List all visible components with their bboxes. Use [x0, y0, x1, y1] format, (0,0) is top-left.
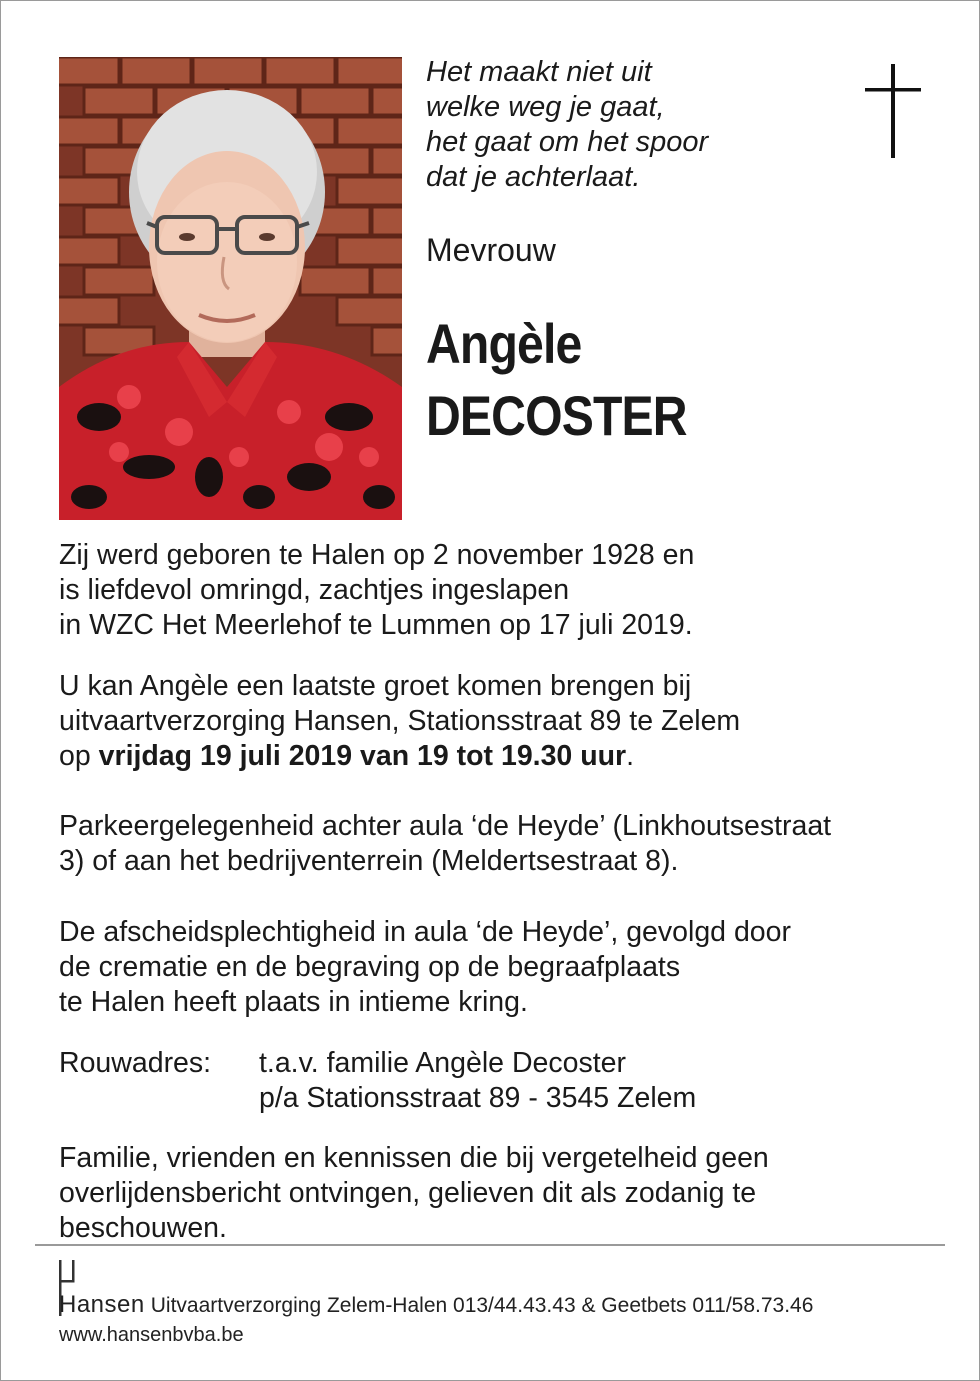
- paragraph-line: uitvaartverzorging Hansen, Stationsstraat 89 te Zelem: [59, 705, 741, 737]
- paragraph-line: 3) of aan het bedrijventerrein (Meldertsestraat 8).: [59, 845, 679, 877]
- rouwadres-label: Rouwadres:: [59, 1047, 212, 1079]
- poem-line: dat je achterlaat.: [426, 161, 641, 193]
- poem: [426, 55, 708, 195]
- honorific: Mevrouw: [426, 232, 556, 268]
- paragraph-line: U kan Angèle een laatste groet komen brengen bij: [59, 670, 692, 702]
- last-name: DECOSTER: [426, 384, 687, 447]
- visitation-paragraph: [59, 669, 740, 774]
- address-line: p/a Stationsstraat 89 - 3545 Zelem: [259, 1082, 697, 1114]
- ceremony-paragraph: [59, 915, 791, 1020]
- paragraph-line: overlijdensbericht ontvingen, gelieven dit als zodanig te: [59, 1177, 757, 1209]
- paragraph-line: De afscheidsplechtigheid in aula ‘de Heyde’, gevolgd door: [59, 916, 791, 948]
- paragraph-line: de crematie en de begraving op de begraafplaats: [59, 951, 681, 983]
- footer-website-link[interactable]: www.hansenbvba.be: [59, 1324, 244, 1346]
- visitation-datetime: vrijdag 19 juli 2019 van 19 tot 19.30 uur: [98, 740, 627, 772]
- paragraph-line: Parkeergelegenheid achter aula ‘de Heyde’ (Linkhoutsestraat: [59, 810, 832, 842]
- rouwadres-address: [259, 1046, 696, 1116]
- paragraph-line: te Halen heeft plaats in intieme kring.: [59, 986, 528, 1018]
- deceased-name: [426, 308, 687, 452]
- parking-paragraph: [59, 809, 831, 879]
- footer-divider: [35, 1244, 945, 1246]
- paragraph-line: [59, 739, 740, 774]
- birth-death-paragraph: [59, 538, 694, 643]
- first-name: Angèle: [426, 312, 582, 375]
- poem-line: het gaat om het spoor: [426, 126, 709, 158]
- poem-line: welke weg je gaat,: [426, 91, 665, 123]
- paragraph-line: beschouwen.: [59, 1212, 227, 1244]
- footer-text: Uitvaartverzorging Zelem-Halen 013/44.43.43 & Geetbets 011/58.73.46: [150, 1294, 814, 1317]
- footer-contact: [59, 1291, 813, 1320]
- visitation-prefix: op: [59, 740, 99, 772]
- paragraph-line: is liefdevol omringd, zachtjes ingeslapen: [59, 574, 570, 606]
- paragraph-line: Familie, vrienden en kennissen die bij vergetelheid geen: [59, 1142, 769, 1174]
- poem-line: Het maakt niet uit: [426, 56, 652, 88]
- cross-icon: [865, 64, 921, 158]
- footer-brand: Hansen: [59, 1291, 145, 1318]
- portrait-photo: [59, 57, 402, 520]
- notice-paragraph: [59, 1141, 769, 1246]
- visitation-suffix: .: [626, 740, 635, 772]
- paragraph-line: Zij werd geboren te Halen op 2 november 1928 en: [59, 539, 695, 571]
- address-line: t.a.v. familie Angèle Decoster: [259, 1047, 626, 1079]
- paragraph-line: in WZC Het Meerlehof te Lummen op 17 juli 2019.: [59, 609, 693, 641]
